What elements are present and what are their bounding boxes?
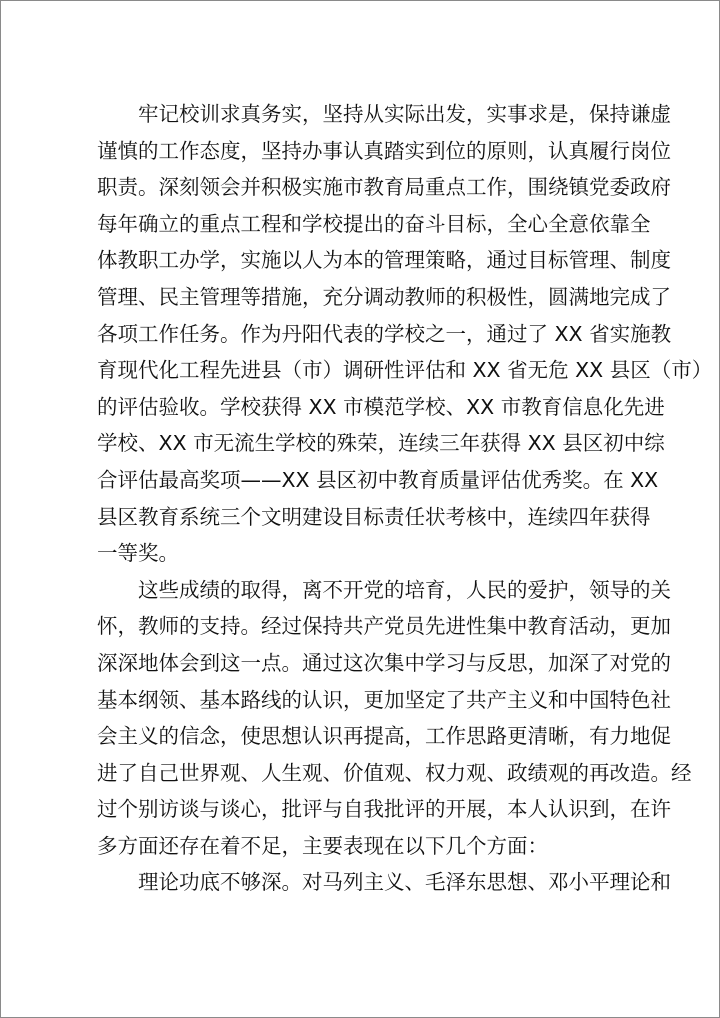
paragraph-1-line-7: 各项工作任务。作为丹阳代表的学校之一，通过了 XX 省实施教	[97, 321, 672, 346]
paragraph-2-line-3: 深深地体会到这一点。通过这次集中学习与反思，加深了对党的	[97, 650, 671, 675]
paragraph-2-line-6: 进了自己世界观、人生观、价值观、权力观、政绩观的再改造。经	[97, 760, 692, 785]
paragraph-1-line-8: 育现代化工程先进县（市）调研性评估和 XX 省无危 XX 县区（市）	[97, 358, 713, 383]
paragraph-1-line-5: 体教职工办学，实施以人为本的管理策略，通过目标管理、制度	[97, 248, 671, 273]
paragraph-1-line-12: 县区教育系统三个文明建设目标责任状考核中，连续四年获得	[97, 504, 651, 529]
paragraph-1-line-11: 合评估最高奖项——XX 县区初中教育质量评估优秀奖。在 XX	[97, 467, 659, 492]
paragraph-1-line-2: 谨慎的工作态度，坚持办事认真踏实到位的原则，认真履行岗位	[97, 138, 671, 163]
document-body	[97, 96, 713, 901]
paragraph-2-line-7: 过个别访谈与谈心，批评与自我批评的开展，本人认识到，在许	[97, 797, 671, 822]
paragraph-1-line-6: 管理、民主管理等措施，充分调动教师的积极性，圆满地完成了	[97, 284, 671, 309]
paragraph-2-line-4: 基本纲领、基本路线的认识，更加坚定了共产主义和中国特色社	[97, 687, 671, 712]
paragraph-2-line-8: 多方面还存在着不足，主要表现在以下几个方面：	[97, 833, 548, 858]
paragraph-1-line-4: 每年确立的重点工程和学校提出的奋斗目标，全心全意依靠全	[97, 211, 651, 236]
paragraph-1-line-1: 牢记校训求真务实，坚持从实际出发，实事求是，保持谦虚	[138, 102, 671, 126]
paragraph-2-line-1: 这些成绩的取得，离不开党的培育，人民的爱护，领导的关	[138, 577, 671, 602]
paragraph-1-line-13: 一等奖。	[97, 541, 179, 566]
paragraph-2-line-2: 怀，教师的支持。经过保持共产党员先进性集中教育活动，更加	[97, 614, 671, 639]
paragraph-1-line-10: 学校、XX 市无流生学校的殊荣，连续三年获得 XX 县区初中综	[97, 431, 665, 456]
paragraph-1-line-3: 职责。深刻领会并积极实施市教育局重点工作，围绕镇党委政府	[97, 175, 671, 200]
paragraph-2-line-5: 会主义的信念，使思想认识再提高，工作思路更清晰，有力地促	[97, 724, 671, 749]
paragraph-1-line-9: 的评估验收。学校获得 XX 市模范学校、XX 市教育信息化先进	[97, 394, 665, 419]
paragraph-3-line-1: 理论功底不够深。对马列主义、毛泽东思想、邓小平理论和	[138, 870, 671, 895]
